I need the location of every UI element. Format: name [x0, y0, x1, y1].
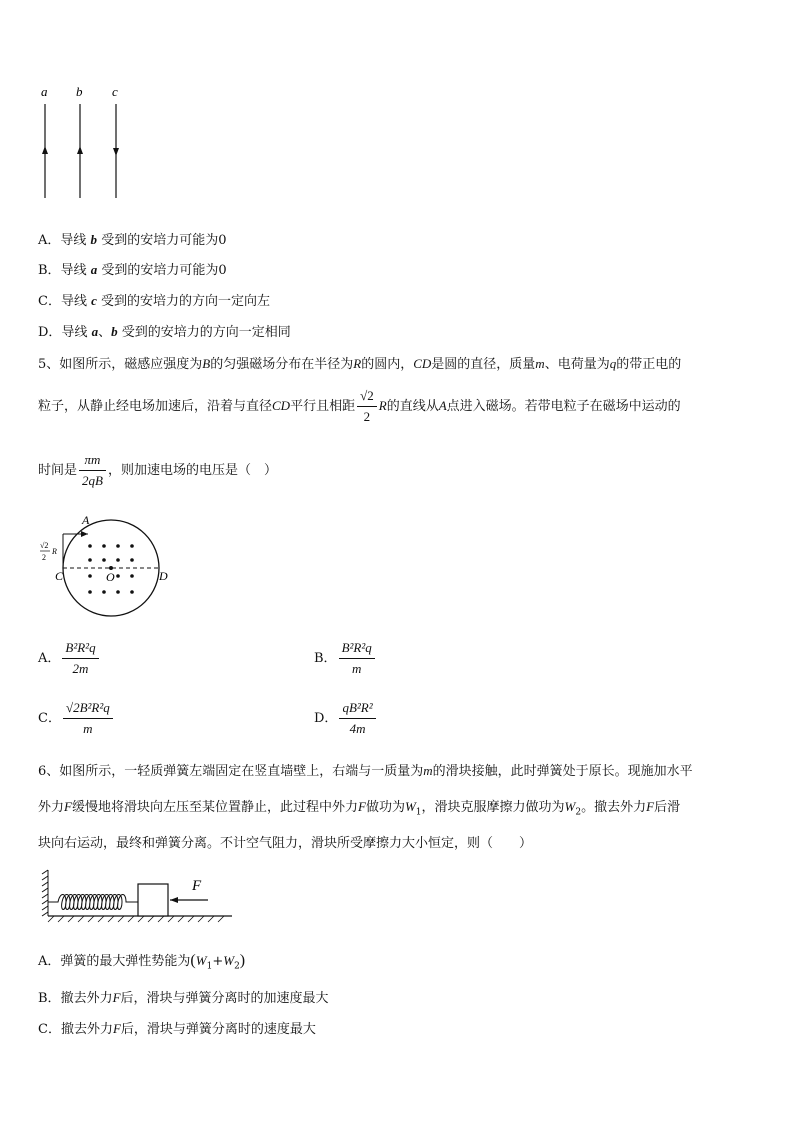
q5-option-b[interactable]: B． $\frac{\text{B²R²q}}{m}$: [314, 640, 377, 677]
spring: [48, 895, 138, 910]
q5-stem-line2: 粒子，从静止经电场加速后，沿着与直径CD平行且相距 $\frac{√2}{2}$ R的直线从A点进入磁场。若带电粒子在磁场中运动的: [38, 388, 681, 424]
arrow-up-icon: [42, 146, 48, 154]
q6-stem-line3: 块向右运动，最终和弹簧分离。不计空气阻力，滑块所受摩擦力大小恒定，则（ ）: [38, 836, 533, 851]
force-label: F: [192, 878, 202, 894]
floor-hatching: [48, 916, 224, 922]
dim-den: 2: [42, 553, 46, 562]
q5-stem-line1: 5、如图所示，磁感应强度为B的匀强磁场分布在半径为R的圆内，CD是圆的直径，质量m、电荷量为q的带正电的: [38, 356, 682, 372]
spring-block-diagram: [40, 866, 240, 928]
wires-figure: [30, 84, 140, 202]
q5-option-c[interactable]: C． $\frac{\text{√2B²R²q}}{m}$: [38, 700, 115, 737]
wire-label-b: b: [76, 84, 83, 99]
q5-option-a[interactable]: A． $\frac{\text{B²R²q}}{2m}$: [38, 640, 101, 677]
q4-option-b[interactable]: B．导线 a 受到的安培力可能为0: [38, 262, 227, 278]
arrow-down-icon: [113, 148, 119, 156]
q6-stem-line1: 6、如图所示，一轻质弹簧左端固定在竖直墙壁上，右端与一质量为m的滑块接触，此时弹簧处于原长。现施加水平: [38, 763, 693, 779]
wires-diagram: [30, 84, 140, 202]
wall-hatching: [42, 870, 48, 916]
dim-num: √2: [40, 541, 49, 550]
dim-r: R: [52, 547, 57, 556]
wire-label-c: c: [112, 84, 118, 99]
q6-option-c[interactable]: C．撤去外力F后，滑块与弹簧分离时的速度最大: [38, 1021, 316, 1037]
spring-block-figure: [40, 866, 240, 928]
label-a: A: [82, 513, 90, 527]
fraction-sqrt2-over-2: $\frac{√2}{2}$: [357, 388, 377, 425]
q6-stem-line2: 外力F缓慢地将滑块向左压至某位置静止，此过程中外力F做功为$W_1$，滑块克服摩擦力做功为$W_2$。撤去外力F后滑: [38, 799, 681, 818]
arrow-up-icon: [77, 146, 83, 154]
q6-option-a[interactable]: A．弹簧的最大弹性势能为$(W_1+W_2)$: [38, 952, 246, 972]
block: [138, 884, 168, 916]
wire-label-a: a: [41, 84, 48, 99]
arrow-left-icon: [170, 897, 178, 903]
field-dots: [88, 544, 134, 594]
q4-option-d[interactable]: D．导线 a、b 受到的安培力的方向一定相同: [38, 324, 291, 340]
label-d: D: [159, 569, 168, 583]
q5-option-d[interactable]: D． $\frac{\text{qB²R²}}{4m}$: [314, 700, 378, 737]
arrow-right-icon: [81, 531, 88, 537]
q5-stem-line3: 时间是 $\frac{\pi m}{2qB}$ ，则加速电场的电压是（ ）: [38, 452, 277, 488]
fraction-pi-m-over-2qB: $\frac{\pi m}{2qB}$: [79, 452, 106, 489]
label-c: C: [55, 569, 64, 583]
q4-option-a[interactable]: A．导线 b 受到的安培力可能为0: [38, 232, 227, 248]
label-o: O: [106, 570, 115, 584]
q6-option-b[interactable]: B．撤去外力F后，滑块与弹簧分离时的加速度最大: [38, 990, 329, 1006]
magnetic-field-diagram: [36, 510, 186, 630]
q4-option-c[interactable]: C．导线 c 受到的安培力的方向一定向左: [38, 293, 271, 309]
magnetic-field-figure: [36, 510, 186, 630]
